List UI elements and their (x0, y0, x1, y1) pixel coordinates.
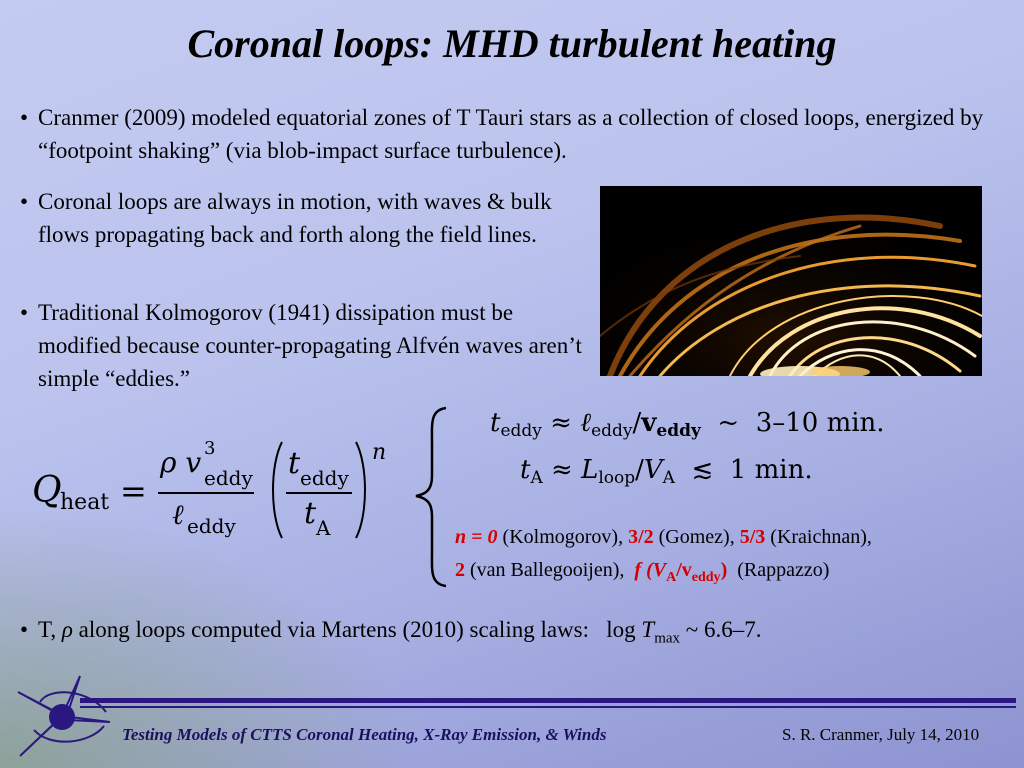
right-paren (354, 440, 370, 540)
math-symbol: ℓ (580, 408, 592, 438)
n-value-f: A (666, 570, 677, 585)
timescale-value: 3–10 min. (755, 408, 885, 438)
relation-symbol: ≲ (674, 455, 730, 485)
q-heat-formula (32, 432, 432, 552)
equals-sign: = (120, 472, 147, 510)
q-symbol: Q (32, 470, 62, 511)
bullet-martens-scaling (20, 613, 998, 656)
bullet-text: ρ (61, 617, 73, 642)
bullet-kolmogorov (20, 296, 583, 395)
fraction-bar (286, 492, 352, 494)
exponent-values (455, 521, 1015, 594)
bullet-text: Coronal loops are always in motion, with waves & bulk flows propagating back and forth along the field lines. (38, 189, 552, 247)
n-label: (Rappazzo) (727, 559, 830, 581)
n-value-3-2: 3/2 (628, 526, 654, 548)
n-label: (Kolmogorov), (497, 526, 629, 548)
n-value-f: f (634, 559, 647, 581)
math-symbol: t (490, 408, 501, 438)
math-symbol: v (641, 408, 657, 438)
n-label: (Kraichnan), (765, 526, 872, 548)
n-label: (van Ballegooijen), (465, 559, 635, 581)
footer-rule (80, 698, 1016, 703)
n-value-f: ) (720, 559, 728, 581)
bullet-text: max (654, 630, 681, 647)
t-eddy-subscript: eddy (300, 466, 349, 490)
left-brace (410, 404, 450, 589)
math-symbol: V (643, 455, 663, 485)
n-value-2: 2 (455, 559, 465, 581)
denominator-subscript: eddy (187, 514, 236, 538)
rho-v: ρ v (160, 446, 202, 479)
n-value-5-3: 5/3 (739, 526, 766, 548)
slide-title: Coronal loops: MHD turbulent heating (187, 21, 837, 66)
bullet-dot: • (20, 617, 29, 642)
relation-symbol: ~ (700, 408, 756, 438)
q-subscript: heat (60, 490, 110, 515)
t-alfven-relation (520, 455, 813, 488)
exponent-n: n (372, 440, 387, 465)
t-a-symbol: t (304, 496, 317, 531)
bullet-text: along loops computed via Martens (2010) scaling laws: log (72, 617, 642, 642)
n-value-f: eddy (691, 570, 721, 585)
star-logo-icon (10, 672, 114, 762)
math-symbol: L (581, 455, 599, 485)
bullet-loops-in-motion (20, 185, 558, 251)
bullet-text: T, (38, 617, 62, 642)
fraction-bar (158, 492, 254, 494)
n-value-f: (V (646, 559, 667, 581)
approx-symbol: ≈ (542, 455, 582, 485)
math-symbol: t (520, 455, 531, 485)
left-paren (268, 440, 284, 540)
t-a-subscript: A (316, 516, 331, 540)
footer-author-date: S. R. Cranmer, July 14, 2010 (782, 725, 980, 744)
bullet-text: T (641, 617, 655, 642)
ell-symbol: ℓ (172, 498, 184, 531)
n-value-f: /v (676, 559, 692, 581)
bullet-text: ~ 6.6–7. (680, 617, 762, 642)
bullet-dot: • (20, 105, 29, 130)
t-eddy-relation (490, 408, 885, 441)
cube-exponent: 3 (204, 438, 216, 459)
approx-symbol: ≈ (541, 408, 581, 438)
math-subscript: A (530, 468, 543, 488)
math-subscript: loop (598, 468, 636, 488)
math-subscript: A (662, 468, 675, 488)
bullet-dot: • (20, 189, 29, 214)
footer-talk-title: Testing Models of CTTS Coronal Heating, X-Ray Emission, & Winds (122, 725, 607, 744)
footer-rule-thin (80, 706, 1016, 708)
bullet-text: Traditional Kolmogorov (1941) dissipation must be modified because counter-propagating Alfvén waves aren’t simple “eddies.” (38, 300, 582, 391)
timescale-value: 1 min. (729, 455, 813, 485)
numerator-subscript: eddy (204, 466, 253, 490)
math-subscript: eddy (656, 421, 701, 441)
slash: / (632, 408, 642, 438)
math-subscript: eddy (591, 421, 633, 441)
n-label: (Gomez), (653, 526, 740, 548)
bullet-cranmer-2009 (20, 101, 998, 167)
slash: / (635, 455, 644, 485)
math-subscript: eddy (500, 421, 542, 441)
n-value-0: n = 0 (455, 526, 498, 548)
bullet-dot: • (20, 300, 29, 325)
coronal-loop-image (600, 186, 982, 376)
t-eddy-symbol: t (288, 446, 301, 481)
bullet-text: Cranmer (2009) modeled equatorial zones of T Tauri stars as a collection of closed loops, energized by “footpoint shaking” (via blob-impact surface turbulence). (38, 105, 984, 163)
